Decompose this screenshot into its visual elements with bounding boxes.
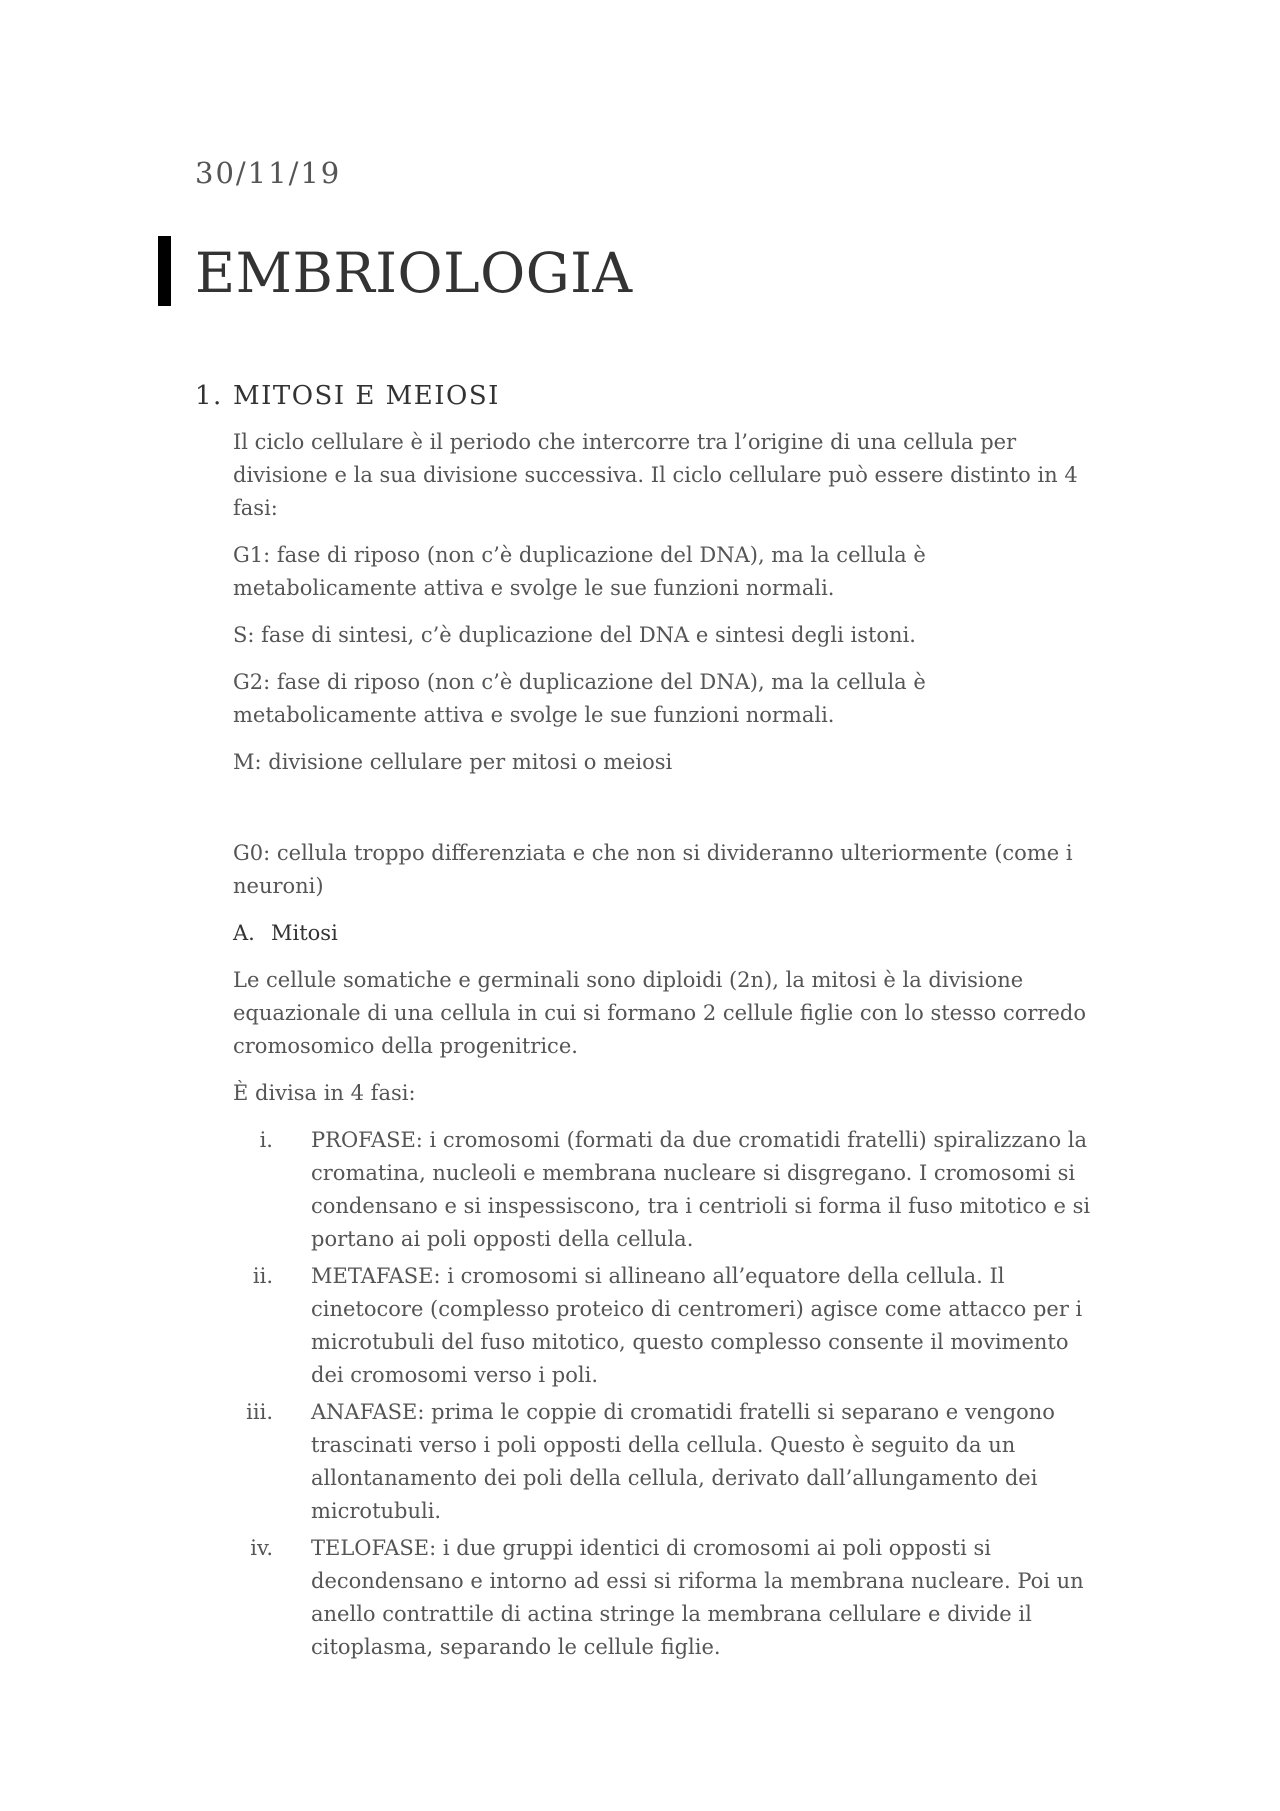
list-numeral: i. — [259, 1128, 273, 1152]
list-item — [233, 1532, 1093, 1664]
list-item — [233, 1396, 1093, 1528]
paragraph: M: divisione cellulare per mitosi o meiosi — [233, 750, 673, 774]
list-numeral: ii. — [252, 1264, 273, 1288]
list-item-text: TELOFASE: i due gruppi identici di cromosomi ai poli opposti si decondensano e intorno ad essi si riforma la membrana nucleare. Poi un anello contrattile di actina stringe la membrana cellulare e divide il citoplasma, separando le cellule figlie. — [311, 1536, 1084, 1659]
document-title: EMBRIOLOGIA — [195, 241, 633, 305]
paragraph: S: fase di sintesi, c’è duplicazione del DNA e sintesi degli istoni. — [233, 623, 916, 647]
list-item-text: ANAFASE: prima le coppie di cromatidi fratelli si separano e vengono trascinati verso i poli opposti della cellula. Questo è seguito da un allontanamento dei poli della cellula, derivato dall’allungamento dei microtubuli. — [311, 1400, 1055, 1523]
phase-list — [233, 1124, 1093, 1664]
paragraph: G2: fase di riposo (non c’è duplicazione del DNA), ma la cellula è metabolicamente attiva e svolge le sue funzioni normali. — [233, 670, 926, 727]
paragraph: G1: fase di riposo (non c’è duplicazione del DNA), ma la cellula è metabolicamente attiva e svolge le sue funzioni normali. — [233, 543, 926, 600]
spacer — [233, 793, 1093, 837]
document-body — [233, 426, 1093, 1668]
title-accent-bar — [158, 236, 171, 306]
paragraph: Il ciclo cellulare è il periodo che intercorre tra l’origine di una cellula per divisione e la sua divisione successiva. Il ciclo cellulare può essere distinto in 4 fasi: — [233, 430, 1078, 520]
list-numeral: iii. — [246, 1400, 273, 1424]
section-heading — [195, 381, 500, 411]
section-title: MITOSI E MEIOSI — [233, 381, 500, 411]
paragraph: È divisa in 4 fasi: — [233, 1081, 416, 1105]
list-item — [233, 1124, 1093, 1256]
list-numeral: iv. — [250, 1536, 273, 1560]
section-number: 1. — [195, 381, 223, 411]
list-item-text: METAFASE: i cromosomi si allineano all’equatore della cellula. Il cinetocore (complesso proteico di centromeri) agisce come attacco per i microtubuli del fuso mitotico, questo complesso consente il movimento dei cromosomi verso i poli. — [311, 1264, 1083, 1387]
subsection-title: Mitosi — [271, 921, 338, 945]
paragraph: Le cellule somatiche e germinali sono diploidi (2n), la mitosi è la divisione equazionale di una cellula in cui si formano 2 cellule figlie con lo stesso corredo cromosomico della progenitrice. — [233, 968, 1086, 1058]
paragraph: G0: cellula troppo differenziata e che non si divideranno ulteriormente (come i neuroni) — [233, 841, 1073, 898]
document-date: 30/11/19 — [195, 156, 342, 190]
list-item-text: PROFASE: i cromosomi (formati da due cromatidi fratelli) spiralizzano la cromatina, nucleoli e membrana nucleare si disgregano. I cromosomi si condensano e si inspessiscono, tra i centrioli si forma il fuso mitotico e si portano ai poli opposti della cellula. — [311, 1128, 1091, 1251]
subsection-letter: A. — [233, 921, 255, 945]
list-item — [233, 1260, 1093, 1392]
subsection-heading — [233, 917, 1093, 950]
